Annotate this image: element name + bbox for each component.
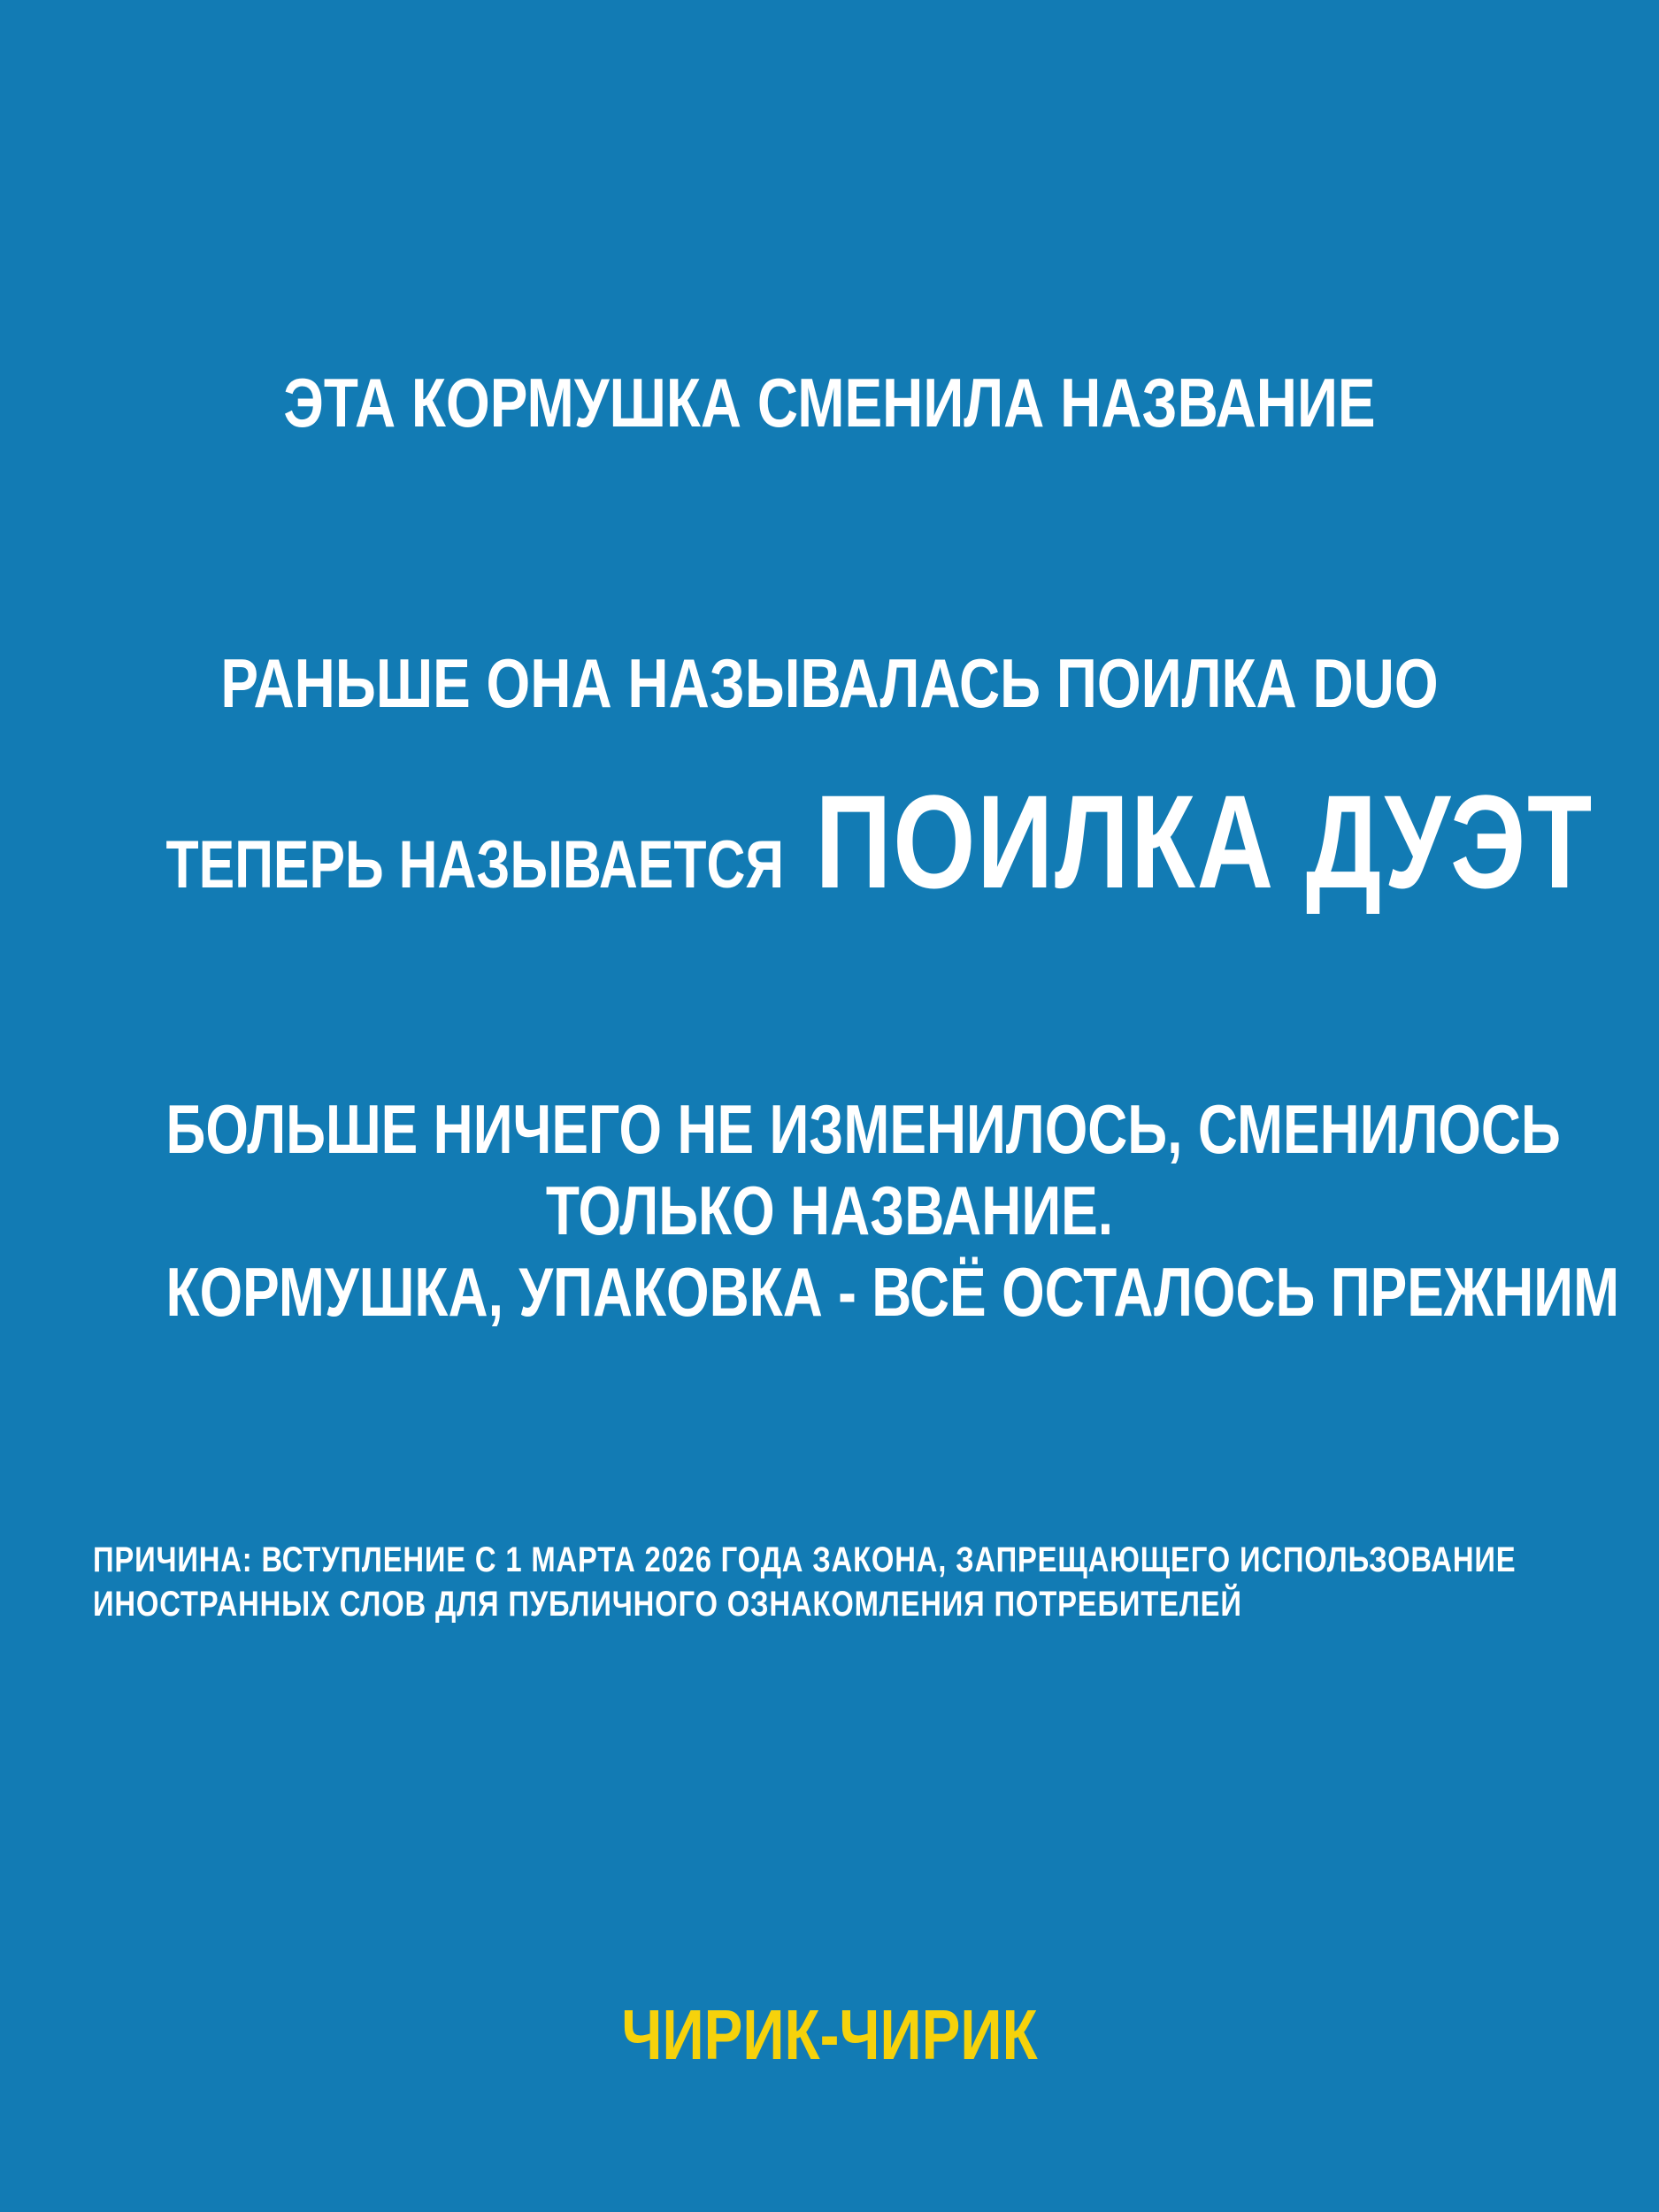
- unchanged-notice-line-1: БОЛЬШЕ НИЧЕГО НЕ ИЗМЕНИЛОСЬ, СМЕНИЛОСЬ: [165, 1090, 1561, 1168]
- unchanged-notice-line-2: ТОЛЬКО НАЗВАНИЕ.: [545, 1171, 1114, 1249]
- headline: ЭТА КОРМУШКА СМЕНИЛА НАЗВАНИЕ: [283, 364, 1376, 442]
- reason-note: [93, 1538, 1517, 1626]
- unchanged-notice: [165, 1088, 1620, 1333]
- new-name-lead: ТЕПЕРЬ НАЗЫВАЕТСЯ: [165, 827, 785, 902]
- unchanged-notice-line-3: КОРМУШКА, УПАКОВКА - ВСЁ ОСТАЛОСЬ ПРЕЖНИМ: [165, 1253, 1620, 1331]
- brand-name: ЧИРИК-ЧИРИК: [621, 1995, 1038, 2074]
- old-name-line: РАНЬШЕ ОНА НАЗЫВАЛАСЬ ПОИЛКА DUO: [220, 644, 1439, 722]
- new-name-row: [165, 766, 1594, 917]
- reason-note-line-1: ПРИЧИНА: ВСТУПЛЕНИЕ С 1 МАРТА 2026 ГОДА ЗАКОНА, ЗАПРЕЩАЮЩЕГО ИСПОЛЬЗОВАНИЕ: [93, 1540, 1517, 1579]
- new-name-value: ПОИЛКА ДУЭТ: [815, 767, 1594, 916]
- reason-note-line-2: ИНОСТРАННЫХ СЛОВ ДЛЯ ПУБЛИЧНОГО ОЗНАКОМЛЕНИЯ ПОТРЕБИТЕЛЕЙ: [93, 1585, 1242, 1624]
